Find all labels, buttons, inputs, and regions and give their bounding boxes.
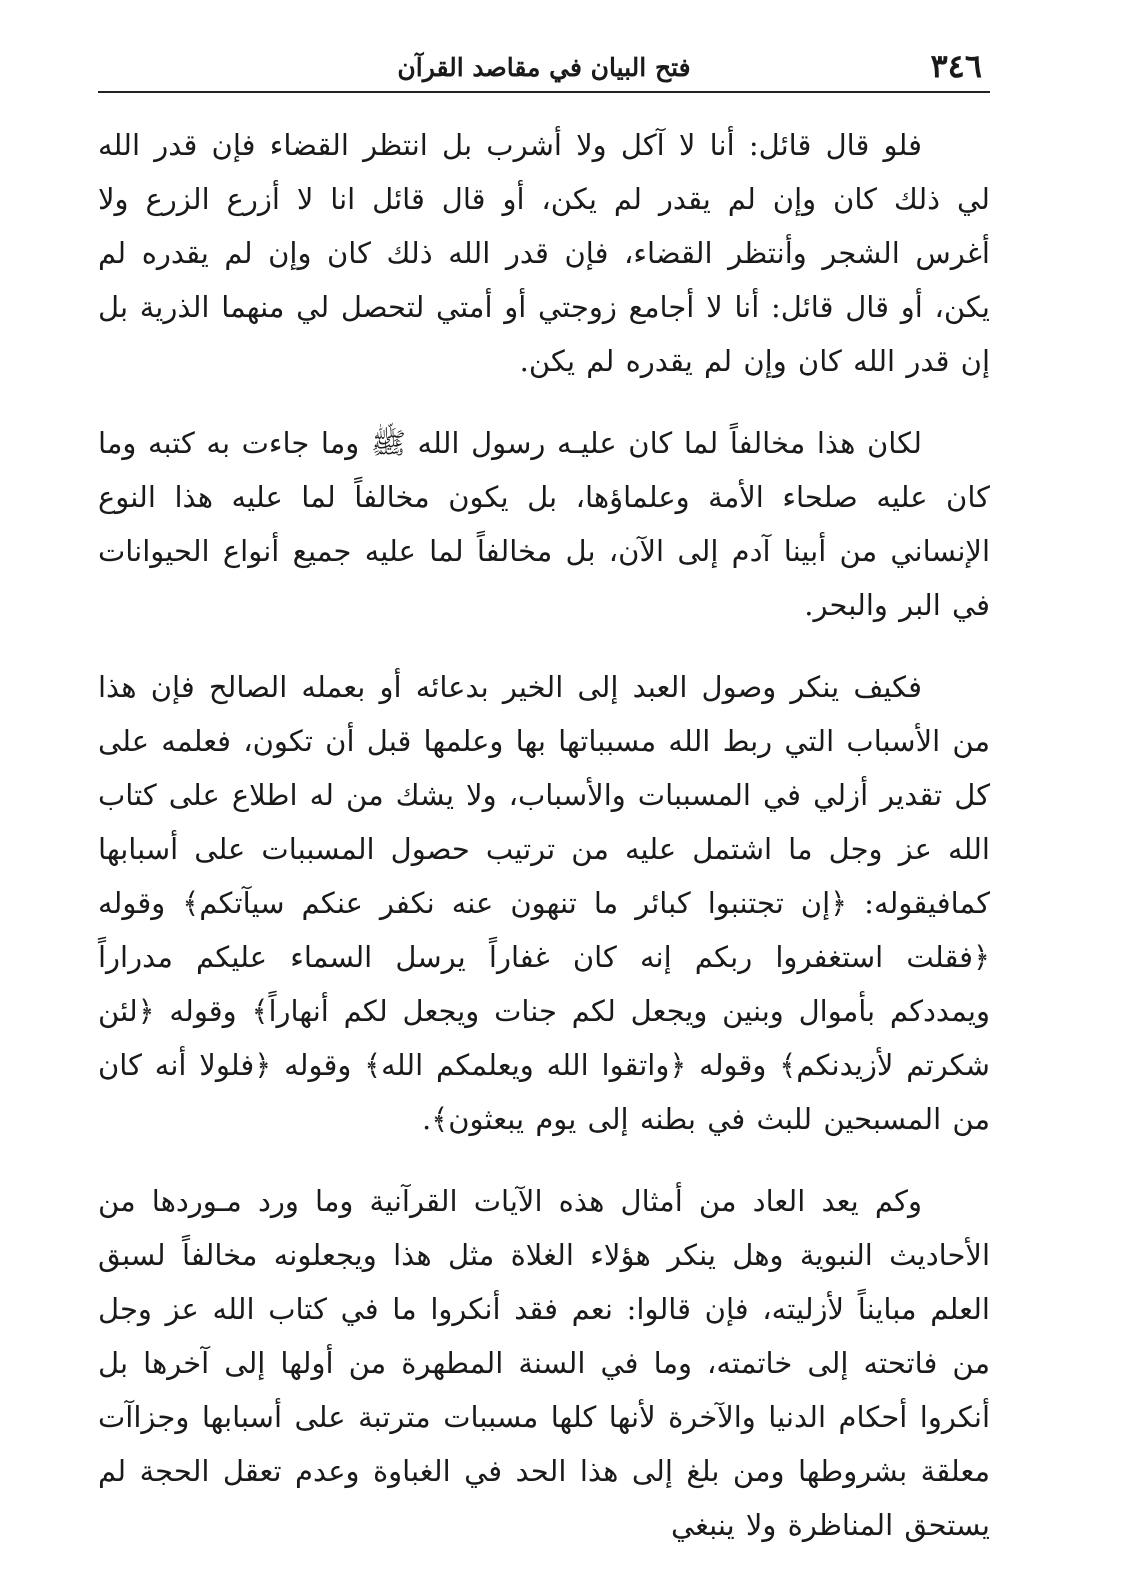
running-title: فتح البيان في مقاصد القرآن bbox=[397, 53, 691, 82]
header-divider bbox=[98, 91, 990, 93]
page-body bbox=[98, 118, 990, 1552]
page-number: ٣٤٦ bbox=[930, 47, 982, 85]
paragraph: وكم يعد العاد من أمثال هذه الآيات القرآنية وما ورد مـوردها من الأحاديث النبوية وهل ينكر هؤلاء الغلاة مثل هذا ويجعلونه مخالفاً لسبق العلم مبايناً لأزليته، فإن قالوا: نعم فقد أنكروا ما في كتاب الله عز وجل من فاتحته إلى خاتمته، وما في السنة المطهرة من أولها إلى آخرها بل أنكروا أحكام الدنيا والآخرة لأنها كلها مسببات مترتبة على أسبابها وجزاآت معلقة بشروطها ومن بلغ إلى هذا الحد في الغباوة وعدم تعقل الحجة لم يستحق المناظرة ولا ينبغي bbox=[98, 1184, 990, 1542]
paragraph: فكيف ينكر وصول العبد إلى الخير بدعائه أو بعمله الصالح فإن هذا من الأسباب التي ربط الله مسبباتها بها وعلمها قبل أن تكون، فعلمه على كل تقدير أزلي في المسببات والأسباب، ولا يشك من له اطلاع على كتاب الله عز وجل ما اشتمل عليه من ترتيب حصول المسببات على أسبابها كمافيقوله: ﴿إن تجتنبوا كبائر ما تنهون عنه نكفر عنكم سيآتكم﴾ وقوله ﴿فقلت استغفروا ربكم إنه كان غفاراً يرسل السماء عليكم مدراراً ويمددكم بأموال وبنين ويجعل لكم جنات ويجعل لكم أنهاراً﴾ وقوله ﴿لئن شكرتم لأزيدنكم﴾ وقوله ﴿واتقوا الله ويعلمكم الله﴾ وقوله ﴿فلولا أنه كان من المسبحين للبث في بطنه إلى يوم يبعثون﴾. bbox=[98, 670, 990, 1136]
page-header bbox=[98, 40, 990, 92]
paragraph: لكان هذا مخالفاً لما كان عليـه رسول الله ﷺ وما جاءت به كتبه وما كان عليه صلحاء الأمة وعلماؤها، بل يكون مخالفاً لما عليه هذا النوع الإنساني من أبينا آدم إلى الآن، بل مخالفاً لما عليه جميع أنواع الحيوانات في البر والبحر. bbox=[98, 426, 990, 622]
paragraph: فلو قال قائل: أنا لا آكل ولا أشرب بل انتظر القضاء فإن قدر الله لي ذلك كان وإن لم يقدر لم يكن، أو قال قائل انا لا أزرع الزرع ولا أغرس الشجر وأنتظر القضاء، فإن قدر الله ذلك كان وإن لم يقدره لم يكن، أو قال قائل: أنا لا أجامع زوجتي أو أمتي لتحصل لي منهما الذرية بل إن قدر الله كان وإن لم يقدره لم يكن. bbox=[98, 128, 990, 378]
